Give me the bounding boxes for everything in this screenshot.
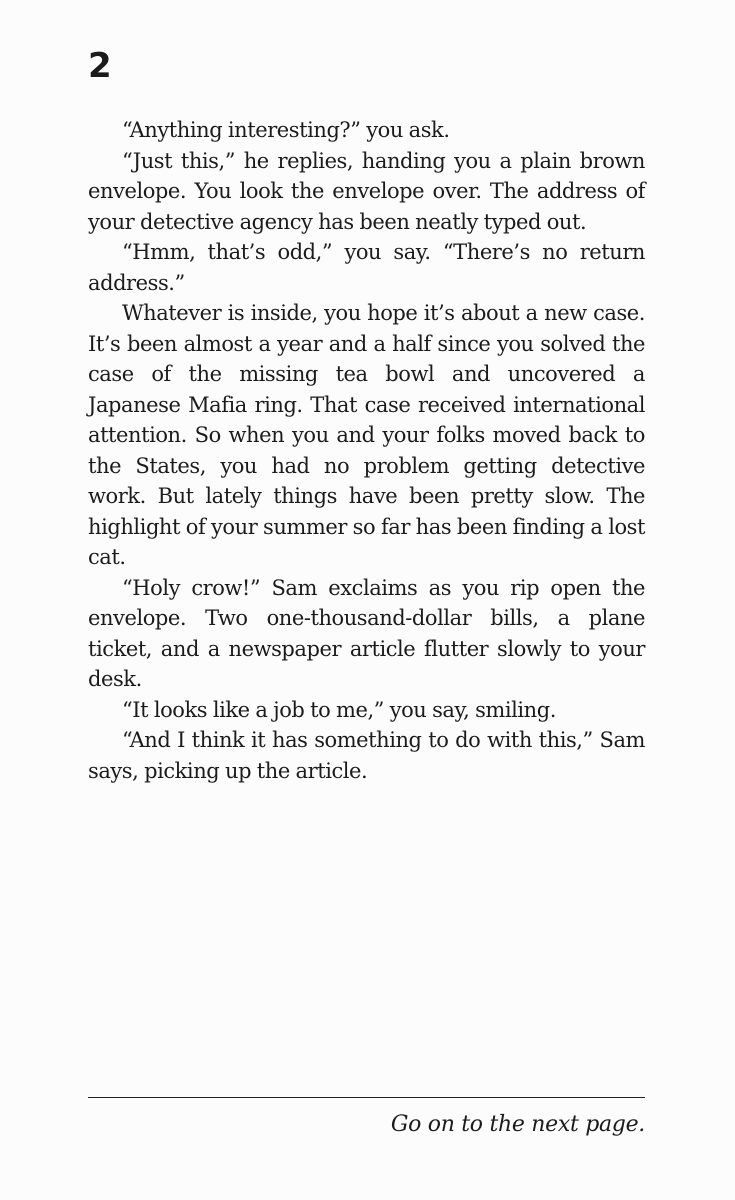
paragraph: “Anything interesting?” you ask. — [122, 118, 450, 142]
paragraph: “Just this,” he replies, handing you a plain brown envelope. You look the envelope over. The address of your detective agency has been neatly typed out. — [88, 148, 645, 234]
paragraph: “Holy crow!” Sam exclaims as you rip open the envelope. Two one-thousand-dollar bills, a plane ticket, and a newspaper article flutter slowly to your desk. — [88, 575, 645, 691]
paragraph: Whatever is inside, you hope it’s about a new case. It’s been almost a year and a half since you solved the case of the missing tea bowl and uncovered a Japanese Mafia ring. That case received international attention. So when you and your folks moved back to the States, you had no problem getting detective work. But lately things have been pretty slow. The highlight of your summer so far has been finding a lost cat. — [88, 301, 645, 569]
go-on-next-page-note: Go on to the next page. — [390, 1112, 645, 1137]
story-text — [88, 115, 645, 786]
paragraph: “It looks like a job to me,” you say, smiling. — [122, 697, 556, 722]
page-number: 2 — [88, 46, 112, 86]
footer-divider — [88, 1097, 645, 1098]
paragraph: “And I think it has something to do with this,” Sam says, picking up the article. — [88, 728, 645, 783]
paragraph: “Hmm, that’s odd,” you say. “There’s no return address.” — [88, 240, 645, 295]
